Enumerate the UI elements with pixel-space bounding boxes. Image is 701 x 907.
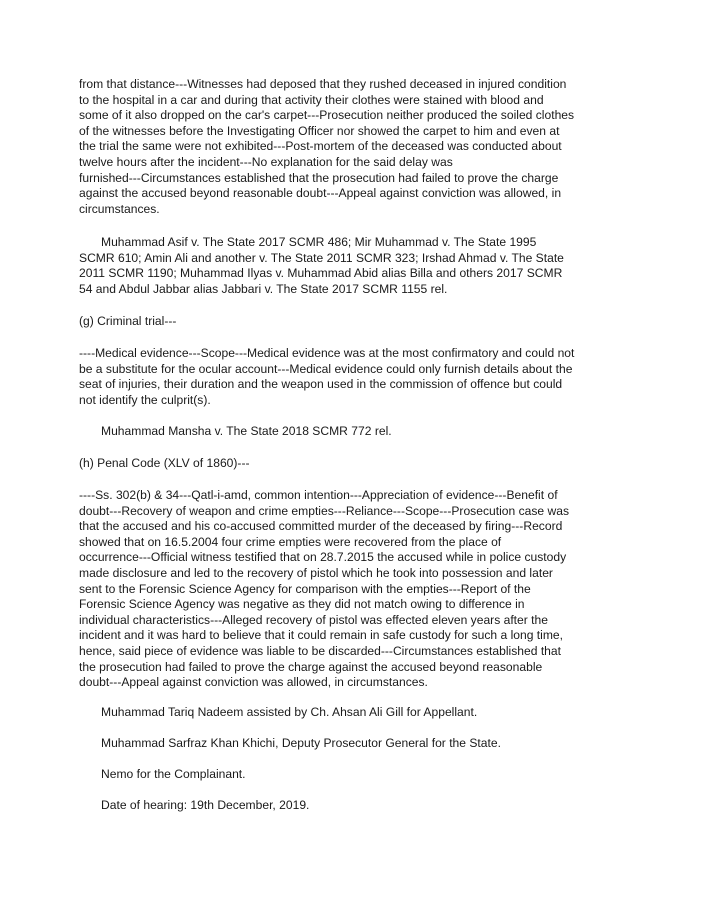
text-line: circumstances. — [79, 201, 160, 216]
hearing-date — [101, 798, 601, 814]
heading-criminal-trial — [79, 314, 579, 330]
text-line: the prosecution had failed to prove the charge against the accused beyond reasonable — [79, 659, 543, 674]
text-line: made disclosure and led to the recovery of pistol which he took into possession and later — [79, 565, 553, 580]
text-line: sent to the Forensic Science Agency for comparison with the empties---Report of the — [79, 581, 531, 596]
text-line: ----Ss. 302(b) & 34---Qatl-i-amd, common intention---Appreciation of evidence---Benefit of — [79, 488, 558, 502]
paragraph-evidence-discussion — [79, 77, 579, 217]
text-line: SCMR 610; Amin Ali and another v. The State 2011 SCMR 323; Irshad Ahmad v. The State — [79, 250, 564, 265]
paragraph-medical-evidence — [79, 346, 579, 408]
text-line: be a substitute for the ocular account---Medical evidence could only furnish details about the — [79, 361, 573, 376]
text-line: Muhammad Sarfraz Khan Khichi, Deputy Prosecutor General for the State. — [101, 736, 501, 750]
text-line: doubt---Appeal against conviction was allowed, in circumstances. — [79, 675, 428, 690]
text-line: seat of injuries, their duration and the weapon used in the commission of offence but could — [79, 377, 563, 392]
case-citations-1 — [101, 235, 601, 251]
heading-text: (g) Criminal trial--- — [79, 314, 177, 328]
text-line: against the accused beyond reasonable doubt---Appeal against conviction was allowed, in — [79, 186, 562, 201]
text-line: some of it also dropped on the car's carpet---Prosecution neither produced the soiled clothes — [79, 108, 575, 123]
text-line: ----Medical evidence---Scope---Medical evidence was at the most confirmatory and could not — [79, 346, 575, 360]
text-line: Date of hearing: 19th December, 2019. — [101, 798, 310, 812]
text-line: Muhammad Asif v. The State 2017 SCMR 486; Mir Muhammad v. The State 1995 — [101, 235, 537, 249]
text-line: of the witnesses before the Investigating Officer nor showed the carpet to him and even at — [79, 123, 560, 138]
text-line: Nemo for the Complainant. — [101, 767, 246, 781]
text-line: furnished---Circumstances established that the prosecution had failed to prove the charge — [79, 170, 559, 185]
state-counsel — [101, 736, 601, 752]
text-line: hence, said piece of evidence was liable to be discarded---Circumstances established that — [79, 643, 561, 658]
text-line: Muhammad Mansha v. The State 2018 SCMR 772 rel. — [101, 424, 392, 438]
appellant-counsel — [101, 705, 601, 721]
text-line: Muhammad Tariq Nadeem assisted by Ch. Ahsan Ali Gill for Appellant. — [101, 705, 478, 719]
text-line: doubt---Recovery of weapon and crime empties---Reliance---Scope---Prosecution case was — [79, 503, 569, 518]
text-line: that the accused and his co-accused committed murder of the deceased by firing---Record — [79, 519, 563, 534]
heading-penal-code — [79, 456, 579, 472]
text-line: occurrence---Official witness testified that on 28.7.2015 the accused while in police custody — [79, 550, 567, 565]
case-citation-2 — [101, 424, 601, 440]
text-line: the trial the same were not exhibited---Post-mortem of the deceased was conducted about — [79, 139, 562, 154]
text-line: incident and it was hard to believe that it could remain in safe custody for such a long time, — [79, 628, 564, 643]
text-line: showed that on 16.5.2004 four crime empties were recovered from the place of — [79, 534, 502, 549]
text-line: from that distance---Witnesses had deposed that they rushed deceased in injured condition — [79, 77, 567, 91]
text-line: twelve hours after the incident---No explanation for the said delay was — [79, 154, 453, 169]
paragraph-recovery-evidence — [79, 488, 579, 691]
text-line: 54 and Abdul Jabbar alias Jabbari v. The State 2017 SCMR 1155 rel. — [79, 281, 448, 296]
heading-text: (h) Penal Code (XLV of 1860)--- — [79, 456, 250, 470]
text-line: to the hospital in a car and during that activity their clothes were stained with blood and — [79, 92, 544, 107]
text-line: individual characteristics---Alleged recovery of pistol was effected eleven years after the — [79, 612, 548, 627]
text-line: not identify the culprit(s). — [79, 392, 211, 407]
complainant-note — [101, 767, 601, 783]
text-line: Forensic Science Agency was negative as they did not match owing to difference in — [79, 597, 525, 612]
case-citations-1-cont — [79, 251, 579, 298]
text-line: 2011 SCMR 1190; Muhammad Ilyas v. Muhammad Abid alias Billa and others 2017 SCMR — [79, 266, 563, 281]
